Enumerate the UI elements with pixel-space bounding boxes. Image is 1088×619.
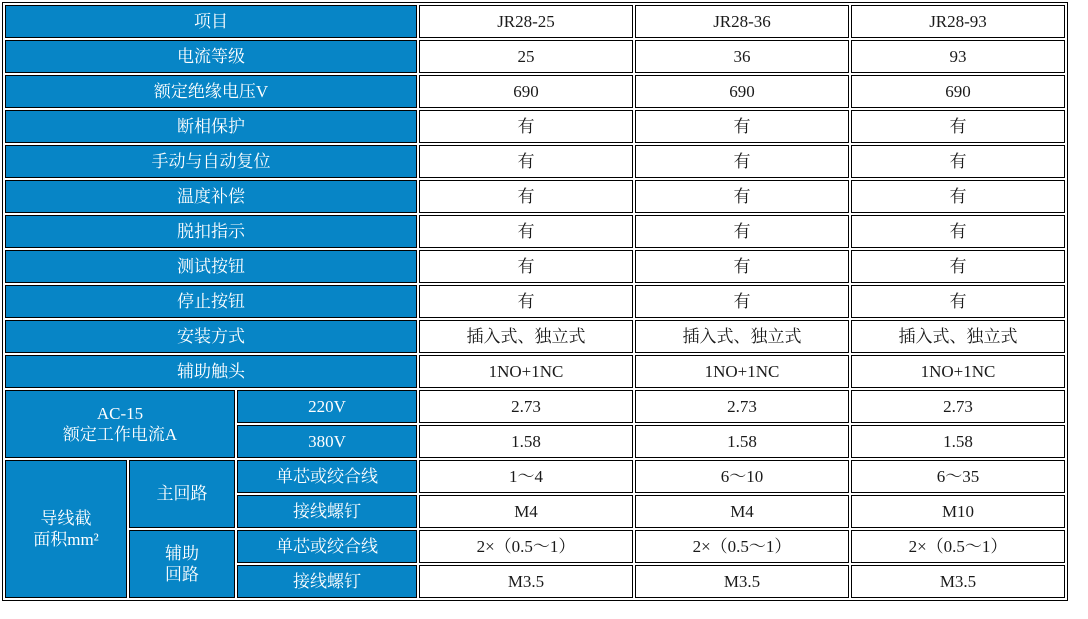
table-row [5,40,1065,73]
value-cell: 有 [635,180,849,213]
value-cell: 有 [851,180,1065,213]
value-cell: 插入式、独立式 [419,320,633,353]
value-cell: 2.73 [635,390,849,423]
model-header-cell: JR28-36 [635,5,849,38]
value-cell: 有 [635,285,849,318]
row-label-conductor-area [5,460,127,598]
value-cell: 有 [419,250,633,283]
table-row [5,75,1065,108]
value-cell: 6～35 [851,460,1065,493]
value-cell: 690 [851,75,1065,108]
row-label-insulation-voltage: 额定绝缘电压V [5,75,417,108]
value-cell: 有 [419,110,633,143]
spec-table [2,2,1068,601]
table-row [5,460,1065,493]
table-row [5,215,1065,248]
value-cell: 2×（0.5～1） [635,530,849,563]
row-label-current-rating: 电流等级 [5,40,417,73]
sub-label-380v: 380V [237,425,417,458]
value-cell: 有 [635,145,849,178]
group-label-main-circuit: 主回路 [129,460,235,528]
group-label-auxiliary-circuit [129,530,235,598]
value-cell: 1NO+1NC [419,355,633,388]
value-cell: 2×（0.5～1） [851,530,1065,563]
row-label-test-button: 测试按钮 [5,250,417,283]
value-cell: M4 [635,495,849,528]
value-cell: M10 [851,495,1065,528]
value-cell: 690 [419,75,633,108]
row-label-mounting-type: 安装方式 [5,320,417,353]
row-label-item: 项目 [5,5,417,38]
ac15-label-line2: 额定工作电流A [62,425,178,444]
row-label-manual-auto-reset: 手动与自动复位 [5,145,417,178]
row-label-auxiliary-contact: 辅助触头 [5,355,417,388]
value-cell: 36 [635,40,849,73]
value-cell: M3.5 [635,565,849,598]
value-cell: 有 [419,215,633,248]
model-header-cell: JR28-25 [419,5,633,38]
value-cell: 1.58 [635,425,849,458]
row-label-ac15-rated-current [5,390,235,458]
value-cell: 2.73 [419,390,633,423]
value-cell: 有 [851,145,1065,178]
value-cell: 1NO+1NC [851,355,1065,388]
value-cell: 6～10 [635,460,849,493]
value-cell: 插入式、独立式 [635,320,849,353]
value-cell: 有 [635,215,849,248]
value-cell: 有 [851,215,1065,248]
value-cell: M4 [419,495,633,528]
value-cell: 有 [851,110,1065,143]
table-row [5,285,1065,318]
conductor-label-line1: 导线截 [40,508,92,528]
table-row [5,390,1065,423]
sub-label-solid-or-stranded-wire: 单芯或绞合线 [237,460,417,493]
value-cell: 690 [635,75,849,108]
table-row [5,250,1065,283]
value-cell: 2.73 [851,390,1065,423]
sub-label-solid-or-stranded-wire: 单芯或绞合线 [237,530,417,563]
table-row [5,5,1065,38]
table-row [5,145,1065,178]
value-cell: 93 [851,40,1065,73]
value-cell: 1.58 [419,425,633,458]
table-row [5,355,1065,388]
row-label-stop-button: 停止按钮 [5,285,417,318]
table-row [5,180,1065,213]
model-header-cell: JR28-93 [851,5,1065,38]
row-label-trip-indicator: 脱扣指示 [5,215,417,248]
value-cell: 2×（0.5～1） [419,530,633,563]
value-cell: 有 [635,110,849,143]
row-label-phase-failure-protection: 断相保护 [5,110,417,143]
value-cell: M3.5 [419,565,633,598]
value-cell: 25 [419,40,633,73]
ac15-label-line1: AC-15 [96,403,144,423]
conductor-label-line2: 面积mm² [33,530,99,549]
aux-circuit-label-line2: 回路 [165,565,199,584]
value-cell: 有 [851,285,1065,318]
table-row [5,110,1065,143]
aux-circuit-label-line1: 辅助 [165,543,199,563]
value-cell: 有 [851,250,1065,283]
value-cell: 有 [419,180,633,213]
value-cell: 1.58 [851,425,1065,458]
sub-label-220v: 220V [237,390,417,423]
value-cell: 1NO+1NC [635,355,849,388]
row-label-temperature-compensation: 温度补偿 [5,180,417,213]
value-cell: 有 [419,285,633,318]
value-cell: M3.5 [851,565,1065,598]
sub-label-terminal-screw: 接线螺钉 [237,495,417,528]
table-row [5,320,1065,353]
table-row [5,530,1065,563]
value-cell: 有 [635,250,849,283]
value-cell: 1～4 [419,460,633,493]
sub-label-terminal-screw: 接线螺钉 [237,565,417,598]
value-cell: 插入式、独立式 [851,320,1065,353]
value-cell: 有 [419,145,633,178]
